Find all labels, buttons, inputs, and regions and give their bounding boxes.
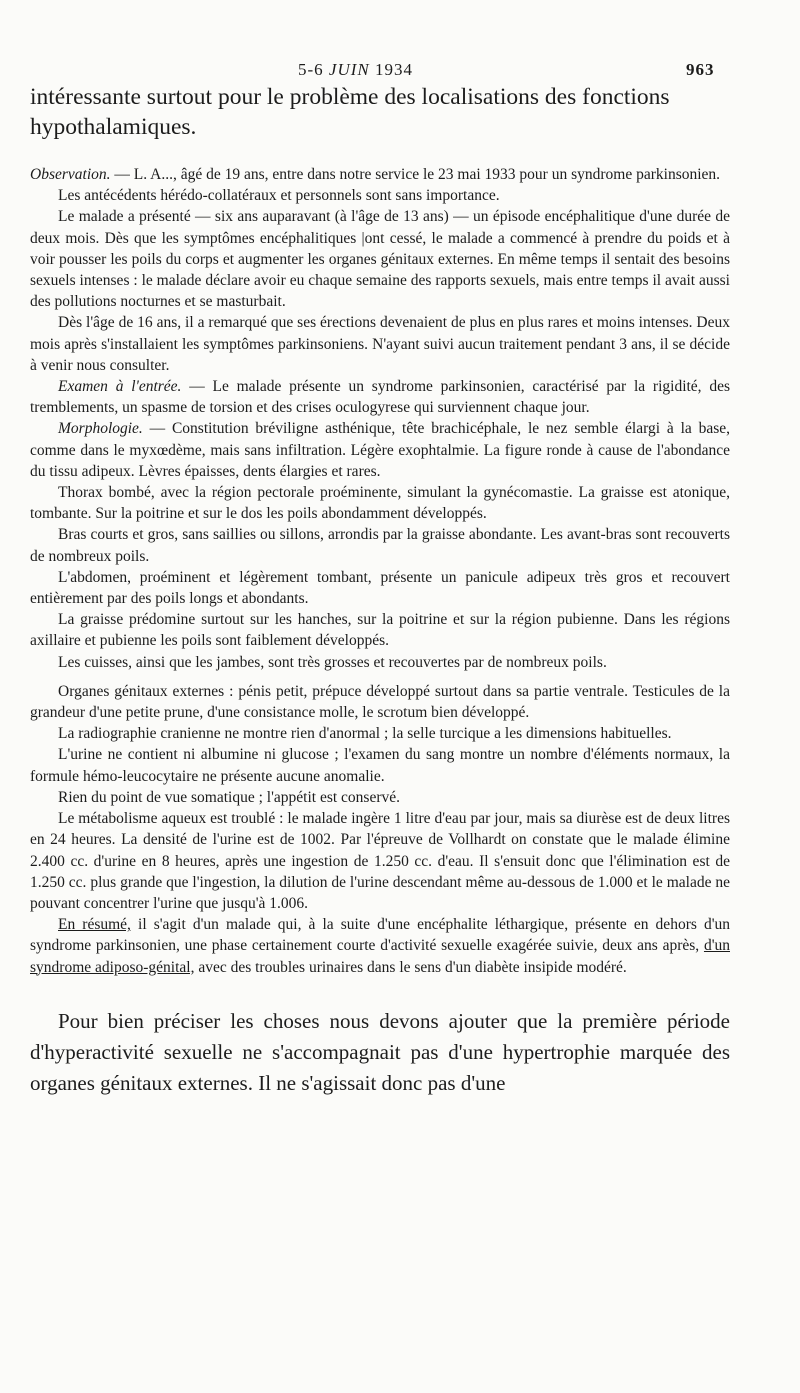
closing-paragraph: Pour bien préciser les choses nous devons ajouter que la première période d'hyperactivité sexuelle ne s'accompagnait pas d'une hypertrophie marquée des organes génitaux externes. Il ne s'agissait donc pas d'une (30, 1008, 730, 1095)
paragraph-organes: Organes génitaux externes : pénis petit, prépuce développé surtout dans sa partie ventrale. Testicules de la grandeur d'une petite prune, d'une consistance molle, le scrotum bien développé. (30, 682, 730, 722)
observation-block (30, 164, 730, 978)
paragraph-rien: Rien du point de vue somatique ; l'appétit est conservé. (58, 788, 400, 806)
paragraph-urine: L'urine ne contient ni albumine ni glucose ; l'examen du sang montre un nombre d'éléments normaux, la formule hémo-leucocytaire ne présente aucune anomalie. (30, 746, 730, 785)
paragraph-malade: Le malade a présenté — six ans auparavant (à l'âge de 13 ans) — un épisode encéphalitique d'une durée de deux mois. Dès que les symptômes encéphalitiques |ont cessé, le malade a commencé à prendre du poids et à voir pousser les poils du corps et augmenter les organes génitaux externes. En même temps il sentait des besoins sexuels intenses : le malade déclare avoir eu chaque semaine des rapports sexuels, mais entre temps il avait aussi des pollutions nocturnes et se masturbait. (30, 208, 730, 311)
paragraph-morphologie: Morphologie. — Constitution bréviligne asthénique, tête brachicéphale, le nez semble élargi à la base, comme dans le myxœdème, mais sans infiltration. Légère exophtalmie. La figure ronde à cause de l'abondance du tissu adipeux. Lèvres épaisses, dents élargies et rares. (30, 420, 730, 480)
paragraph-graisse: La graisse prédomine surtout sur les hanches, sur la poitrine et sur la région pubienne. Dans les régions axillaire et pubienne les poils sont faiblement développés. (30, 611, 730, 650)
paragraph-thorax: Thorax bombé, avec la région pectorale proéminente, simulant la gynécomastie. La graisse est atonique, tombante. Sur la poitrine et sur le dos les poils abondamment développés. (30, 484, 730, 523)
paragraph-antecedents: Les antécédents hérédo-collatéraux et personnels sont sans importance. (58, 187, 500, 205)
paragraph-radiographie: La radiographie cranienne ne montre rien d'anormal ; la selle turcique a les dimensions habituelles. (58, 725, 672, 743)
paragraph-metabolisme: Le métabolisme aqueux est troublé : le malade ingère 1 litre d'eau par jour, mais sa diurèse est de deux litres en 24 heures. La densité de l'urine est de 1002. Par l'épreuve de Vollhardt on constate que le malade élimine 2.400 cc. d'urine en 8 heures, après une ingestion de 1.250 cc. d'eau. Il s'ensuit donc que l'élimination est de 1.250 cc. plus grande que l'ingestion, la dilution de l'urine descendant même au-dessous de 1.000 et le malade ne pouvant concentrer l'urine que jusqu'à 1.006. (30, 810, 730, 912)
lead-paragraph: intéressante surtout pour le problème des localisations des fonctions hypothalamiques. (30, 84, 670, 140)
issue-date: 5-6 JUIN 1934 (298, 60, 413, 79)
paragraph-examen: Examen à l'entrée. — Le malade présente un syndrome parkinsonien, caractérisé par la rigidité, des tremblements, un spasme de torsion et des crises oculogyrese qui surviennent chaque jour. (30, 378, 730, 417)
page-number: 963 (686, 60, 715, 79)
paragraph-bras: Bras courts et gros, sans saillies ou sillons, arrondis par la graisse abondante. Les avant-bras sont recouverts de nombreux poils. (30, 526, 730, 565)
paragraph-des: Dès l'âge de 16 ans, il a remarqué que ses érections devenaient de plus en plus rares et moins intenses. Deux mois après s'installaient les symptômes parkinsoniens. N'ayant suivi aucun traitement pendant 3 ans, il se décide à venir nous consulter. (30, 314, 730, 374)
paragraph-abdomen: L'abdomen, proéminent et légèrement tombant, présente un panicule adipeux très gros et recouvert entièrement par des poils longs et abondants. (30, 568, 730, 608)
paragraph-resume: En résumé, il s'agit d'un malade qui, à la suite d'une encéphalite léthargique, présente en dehors d'un syndrome parkinsonien, une phase certainement courte d'activité sexuelle exagérée suivie, deux ans après, d'un syndrome adiposo-génital, avec des troubles urinaires dans le sens d'un diabète insipide modéré. (30, 916, 731, 976)
article-body (30, 82, 730, 1120)
observation-intro: Observation. — L. A..., âgé de 19 ans, entre dans notre service le 23 mai 1933 pour un syndrome parkinsonien. (30, 166, 721, 183)
paragraph-cuisses: Les cuisses, ainsi que les jambes, sont très grosses et recouvertes par de nombreux poils. (58, 653, 607, 671)
